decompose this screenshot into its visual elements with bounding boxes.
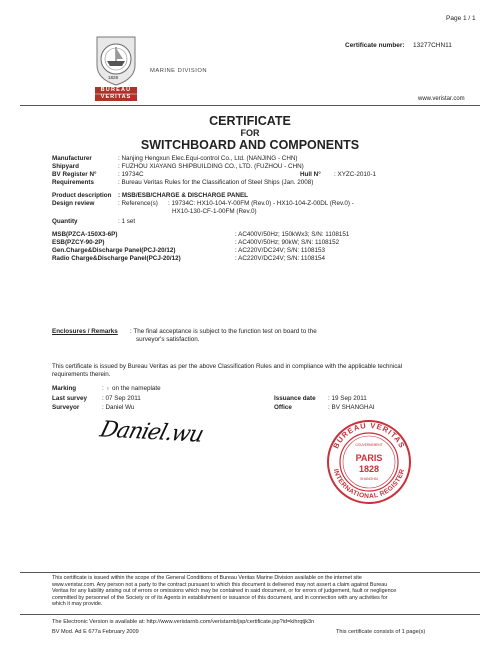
- design-review-label: Design review: [52, 200, 95, 207]
- logo-word-veritas: VERITAS: [100, 94, 132, 100]
- form-reference: BV Mod. Ad E 677a February 2009: [52, 629, 139, 635]
- marking-colon: :: [102, 385, 106, 392]
- component-value: : AC220V/DC24V; S/N: 1108153: [235, 247, 325, 254]
- surveyor-signature: Daniel.wu: [97, 417, 206, 448]
- certificate-for: FOR: [240, 128, 260, 138]
- component-value: : AC400V/50Hz; 150kWx3; S/N: 1108151: [235, 231, 350, 238]
- stamp-bottom-text: INTERNATIONAL REGISTER: [331, 468, 407, 501]
- surveyor-value: : Daniel Wu: [102, 404, 135, 411]
- bureau-veritas-logo: [93, 35, 139, 103]
- hull-value: : XYZC-2010-1: [334, 171, 376, 178]
- marking-suffix: on the nameplate: [110, 385, 161, 392]
- marking-symbol-icon: ♁: [105, 385, 111, 392]
- component-value: : AC220V/DC24V; S/N: 1108154: [235, 255, 325, 262]
- marking-value: [102, 385, 161, 393]
- stamp-inner-top: GOUVERNEMENT: [355, 443, 383, 447]
- register-label: BV Register N°: [52, 171, 97, 178]
- stamp-city: PARIS: [355, 453, 383, 463]
- statement-line-1: This certificate is issued by Bureau Veritas as per the above Classification Rules and in compliance with the applicable technical: [52, 363, 403, 370]
- certificate-number: 13277CHN11: [413, 42, 452, 49]
- electronic-version: The Electronic Version is available at: http://www.veristarnb.com/veristarnb/jsp/certificate.jsp?id=kihrqtjk3n: [52, 619, 315, 625]
- last-survey-label: Last survey: [52, 395, 88, 402]
- footer-divider-top: [20, 572, 480, 573]
- certificate-title: CERTIFICATE: [209, 114, 291, 128]
- quantity-label: Quantity: [52, 218, 78, 225]
- footer-divider-bottom: [20, 614, 480, 615]
- surveyor-label: Surveyor: [52, 404, 80, 411]
- page-count: This certificate consists of 1 page(s): [336, 629, 426, 635]
- certificate-number-label: Certificate number:: [345, 42, 405, 49]
- conditions-line: committed by personnel of the Society or of its Agents in establishment or issuance of this document, and in connection with any activities for: [52, 594, 388, 601]
- product-value: : MSB/ESB/CHARGE & DISCHARGE PANEL: [118, 192, 249, 199]
- component-label: Gen.Charge&Discharge Panel(PCJ-20/12): [52, 247, 176, 254]
- shipyard-label: Shipyard: [52, 163, 79, 170]
- issuance-date-label: Issuance date: [274, 395, 316, 402]
- stamp-year: 1828: [358, 464, 380, 474]
- requirements-value: : Bureau Veritas Rules for the Classification of Steel Ships (Jan. 2008): [118, 179, 314, 186]
- enclosures-label: Enclosures / Remarks: [52, 328, 118, 335]
- page-indicator: Page 1 / 1: [446, 15, 476, 22]
- conditions-line: Veritas for any liability arising out of errors or omissions which may be contained in said document, or for errors of judgement, fault or negligence: [52, 588, 397, 595]
- stamp-inner-bottom: SHANGHAI: [360, 477, 378, 481]
- design-review-value-1: : 19734C: HX10-104-Y-00FM (Rev.0) - HX10-104-Z-00DL (Rev.0) -: [168, 200, 354, 207]
- design-review-ref: : Reference(s): [118, 200, 158, 207]
- product-label: Product description: [52, 192, 112, 199]
- stamp-top-text: BUREAU VERITAS: [331, 420, 407, 450]
- component-label: MSB(PZCA-150X3-6P): [52, 231, 118, 238]
- bv-stamp: [325, 418, 413, 506]
- design-review-value-2: HX10-130-CF-1-00FM (Rev.0): [172, 208, 257, 215]
- certificate-subject: SWITCHBOARD AND COMPONENTS: [140, 138, 360, 152]
- shipyard-value: : FUZHOU XIAYANG SHIPBUILDING CO., LTD. (FUZHOU - CHN): [118, 163, 304, 170]
- office-label: Office: [274, 404, 292, 411]
- component-value: : AC400V/50Hz; 90kW; S/N: 1108152: [235, 239, 340, 246]
- requirements-label: Requirements: [52, 179, 94, 186]
- manufacturer-value: : Nanjing Hengxun Elec.Equi-control Co., Ltd. (NANJING - CHN): [118, 155, 298, 162]
- conditions-line: which it may provide.: [52, 601, 103, 608]
- conditions-line: This certificate is issued within the scope of the General Conditions of Bureau Veritas Marine Division available on the internet site: [52, 575, 362, 581]
- division-name: MARINE DIVISION: [150, 68, 208, 74]
- component-label: Radio Charge&Discharge Panel(PCJ-20/12): [52, 255, 181, 262]
- website-url: www.veristar.com: [418, 96, 465, 102]
- conditions-block: [52, 575, 452, 608]
- statement-line-2: requirements therein.: [52, 371, 111, 378]
- enclosures-value-2: surveyor's satisfaction.: [136, 336, 200, 343]
- marking-label: Marking: [52, 385, 77, 392]
- conditions-line: www.veristar.com. Any person not a party to the contract pursuant to which this document is delivered may not assert a claim against Bureau: [52, 581, 388, 588]
- hull-label: Hull N°: [300, 171, 321, 178]
- issuance-date-value: : 19 Sep 2011: [328, 395, 367, 402]
- manufacturer-label: Manufacturer: [52, 155, 92, 162]
- stamp-ring-icon: [325, 418, 413, 506]
- last-survey-value: : 07 Sep 2011: [102, 395, 141, 402]
- enclosures-value-1: : The final acceptance is subject to the function test on board to the: [130, 328, 317, 335]
- register-value: : 19734C: [118, 171, 144, 178]
- logo-word-bureau: BUREAU: [100, 87, 132, 93]
- logo-year: 1828: [108, 75, 119, 80]
- component-label: ESB(PZCY-90-2P): [52, 239, 105, 246]
- quantity-value: : 1 set: [118, 218, 136, 225]
- header-divider: [20, 105, 480, 106]
- office-value: : BV SHANGHAI: [328, 404, 375, 411]
